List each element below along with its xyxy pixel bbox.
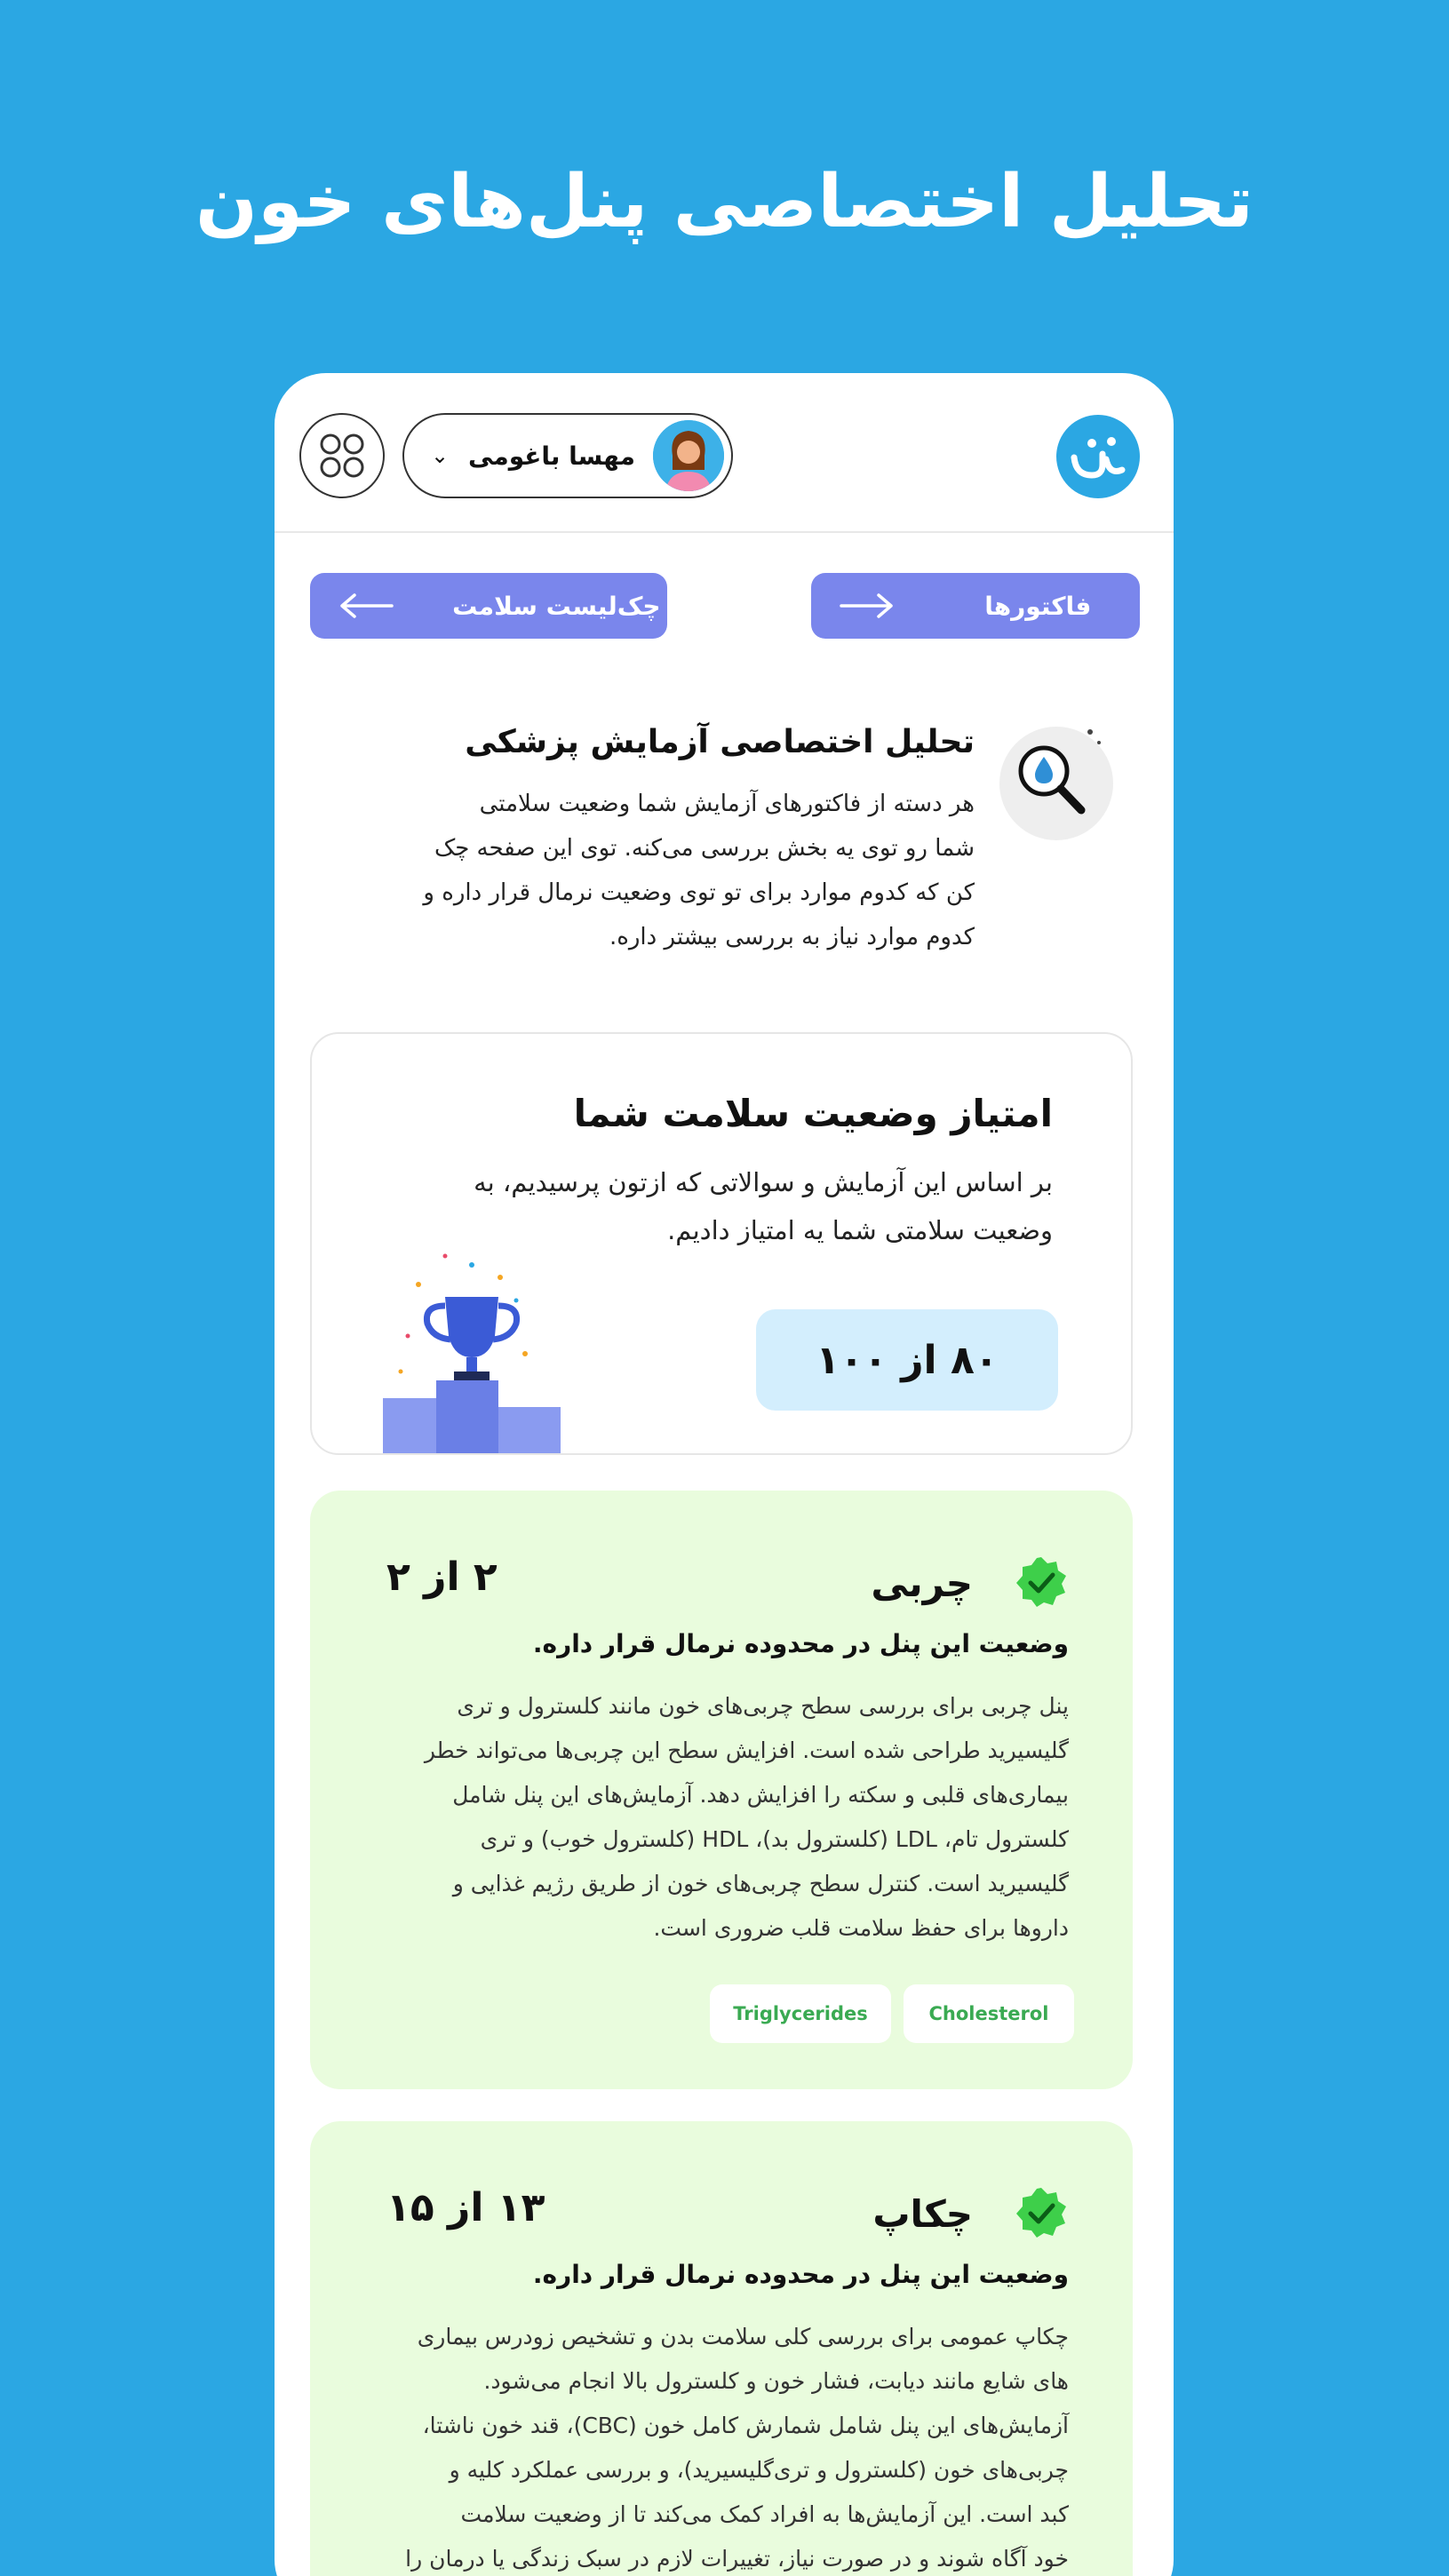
factors-button[interactable] [811,573,1140,639]
score-value: ۸۰ از ۱۰۰ [756,1309,1058,1411]
panel-line: خود آگاه شوند و در صورت نیاز، تغییرات لازم در سبک زندگی یا درمان را [405,2546,1069,2572]
intro-title: تحلیل اختصاصی آزمایش پزشکی [465,724,975,760]
score-line: وضعیت سلامتی شما یه امتیاز دادیم. [667,1215,1053,1245]
user-menu[interactable] [402,413,733,498]
panel-status: وضعیت این پنل در محدوده نرمال قرار داره. [532,2260,1069,2289]
panel-title: چکاپ [872,2192,973,2236]
apps-grid-icon[interactable] [299,413,385,498]
page-headline: تحلیل اختصاصی پنل‌های خون [195,160,1254,244]
health-score-card [310,1032,1133,1455]
panel-score: ۲ از ۲ [386,1554,498,1600]
panel-card-lipid[interactable] [310,1491,1133,2089]
panel-line: های شایع مانند دیابت، فشار خون و کلسترول بالا انجام می‌شود. [483,2368,1069,2394]
panel-line: بیماری‌های قلبی و سکته را افزایش دهد. آزمایش‌های این پنل شامل [452,1782,1069,1808]
tag-list [710,1984,1074,2045]
intro-line: هر دسته از فاکتورهای آزمایش شما وضعیت سلامتی [479,791,975,817]
panel-score: ۱۳ از ۱۵ [386,2185,545,2230]
panel-line: چربی‌های خون (کلسترول و تری‌گلیسیرید)، و بررسی عملکرد کلیه و [449,2457,1069,2483]
intro-line: کن که کدوم موارد برای تو توی وضعیت نرمال قرار داره و [423,879,975,906]
panel-line: گلیسیرید است. کنترل سطح چربی‌های خون از طریق رژیم غذایی و [452,1871,1069,1896]
check-badge-icon [1014,2185,1069,2240]
intro-line: شما رو توی یه بخش بررسی می‌کنه. توی این صفحه چک [434,835,975,862]
panel-status: وضعیت این پنل در محدوده نرمال قرار داره. [532,1629,1069,1658]
checklist-label: چک‌لیست سلامت [452,591,661,621]
panel-line: چکاپ عمومی برای بررسی کلی سلامت بدن و تشخیص زودرس بیماری [417,2324,1069,2349]
score-line: بر اساس این آزمایش و سوالاتی که ازتون پرسیدیم، به [474,1167,1053,1197]
tag-triglycerides[interactable]: Triglycerides [710,1984,891,2043]
chevron-down-icon: ⌄ [430,443,450,468]
panel-line: کبد است. این آزمایش‌ها به افراد کمک می‌کند تا از وضعیت سلامت [460,2501,1069,2527]
arrow-right-icon [838,588,896,624]
user-name: مهسا باغومی [468,441,635,471]
panel-description [340,1684,1069,1951]
trophy-illustration [383,1247,587,1455]
check-badge-icon [1014,1554,1069,1610]
tag-cholesterol[interactable]: Cholesterol [904,1984,1074,2043]
magnifier-drop-icon [994,720,1119,844]
panel-card-checkup[interactable] [310,2121,1133,2576]
score-title: امتیاز وضعیت سلامت شما [573,1092,1053,1135]
panel-line: پنل چربی برای بررسی سطح چربی‌های خون مانند کلسترول و تری [457,1693,1069,1719]
brand-logo[interactable] [1056,415,1140,498]
panel-line: کلسترول تام، LDL (کلسترول بد)، HDL (کلسترول خوب) و تری [480,1826,1069,1852]
panel-line: داروها برای حفظ سلامت قلب ضروری است. [653,1915,1069,1941]
factors-label: فاکتورها [984,591,1092,621]
app-bar [275,373,1174,533]
panel-line: گلیسیرید طراحی شده است. افزایش سطح این چربی‌ها می‌تواند خطر [424,1737,1069,1763]
panel-title: چربی [871,1562,973,1605]
intro-body [328,782,975,959]
phone-frame [275,373,1174,2576]
score-description [360,1158,1053,1254]
user-avatar [653,420,724,491]
panel-line: آزمایش‌های این پنل شامل شمارش کامل خون (CBC)، قند خون ناشتا، [422,2413,1069,2438]
arrow-left-icon [337,588,395,624]
health-checklist-button[interactable] [310,573,667,639]
intro-line: کدوم موارد نیاز به بررسی بیشتر داره. [609,924,975,950]
panel-description [340,2315,1069,2576]
